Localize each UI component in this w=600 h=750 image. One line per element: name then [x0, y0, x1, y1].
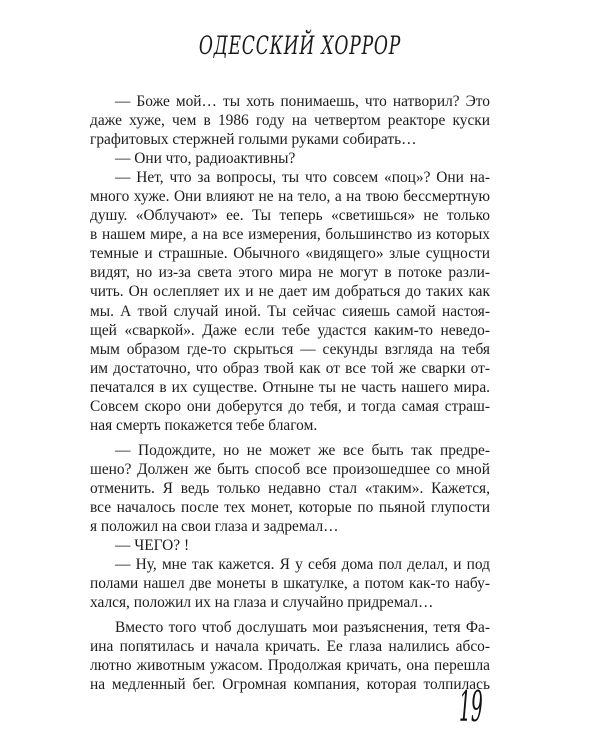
text-line: ная смерть покажется тебе благом.: [90, 416, 318, 434]
text-line: видят, но из-за света этого мира не могут в потоке разли-: [90, 264, 490, 282]
text-line: — Подождите, но не может же все быть так предре-: [115, 441, 490, 459]
text-line: им достаточно, что образ твой как от все той же сварки от-: [90, 359, 490, 377]
text-line: все началось после тех монет, которые по пьяной глупости: [90, 498, 490, 516]
body-text: [90, 92, 490, 694]
text-line: в нашем мире, а на все измерения, большинство из которых: [90, 226, 490, 244]
text-line: ина попятилась и начала кричать. Ее глаза налились абсо-: [90, 638, 490, 656]
text-line: темные и страшные. Обычного «видящего» злые сущности: [90, 245, 490, 263]
running-header: ОДЕССКИЙ ХОРРОР: [198, 32, 402, 61]
text-line: Совсем скоро они доберутся до тебя, и тогда самая страш-: [90, 397, 490, 415]
text-line: — Боже мой… ты хоть понимаешь, что натворил? Это: [115, 93, 490, 110]
text-line: чить. Он ослепляет их и не дает им добраться до таких как: [90, 283, 490, 301]
text-line: — Они что, радиоактивны?: [115, 150, 296, 168]
text-line: — Ну, мне так кажется. Я у себя дома пол делал, и под: [115, 556, 490, 574]
text-line: отменить. Я ведь только недавно стал «таким». Кажется,: [90, 479, 490, 497]
text-line: — ЧЕГО? !: [115, 537, 190, 555]
text-line: много хуже. Они влияют не на тело, а на твою бессмертную: [90, 188, 490, 206]
text-line: мы. А твой случай иной. Ты сейчас сияешь самой настоя-: [90, 302, 490, 320]
page-number: 19: [459, 682, 483, 732]
text-line: я положил на свои глаза и задремал…: [90, 518, 339, 536]
text-line: даже хуже, чем в 1986 году на четвертом реакторе куски: [90, 112, 490, 130]
text-line: Вместо того чтоб дослушать мои разъяснения, тетя Фа-: [115, 619, 490, 637]
text-line: лютно животным ужасом. Продолжая кричать, она перешла: [90, 657, 490, 675]
text-line: хался, положил их на глаза и случайно придремал…: [90, 594, 434, 612]
text-line: полами нашел две монеты в шкатулке, а потом как-то набу-: [90, 575, 490, 593]
text-line: мым образом где-то скрыться — секунды взгляда на тебя: [90, 340, 490, 358]
text-line: на медленный бег. Огромная компания, которая толпилась: [90, 676, 490, 694]
text-line: графитовых стержней голыми руками собирать…: [90, 131, 417, 149]
text-line: печатался в их существе. Отныне ты не часть нашего мира.: [90, 378, 490, 396]
text-line: щей «сваркой». Даже если тебе удастся каким-то неведо-: [90, 321, 490, 339]
text-line: душу. «Облучают» ее. Ты теперь «светишься» не только: [90, 207, 490, 225]
text-line: шено? Должен же быть способ все произошедшее со мной: [90, 460, 490, 478]
text-line: — Нет, что за вопросы, ты что совсем «поц»? Они на-: [115, 169, 490, 187]
